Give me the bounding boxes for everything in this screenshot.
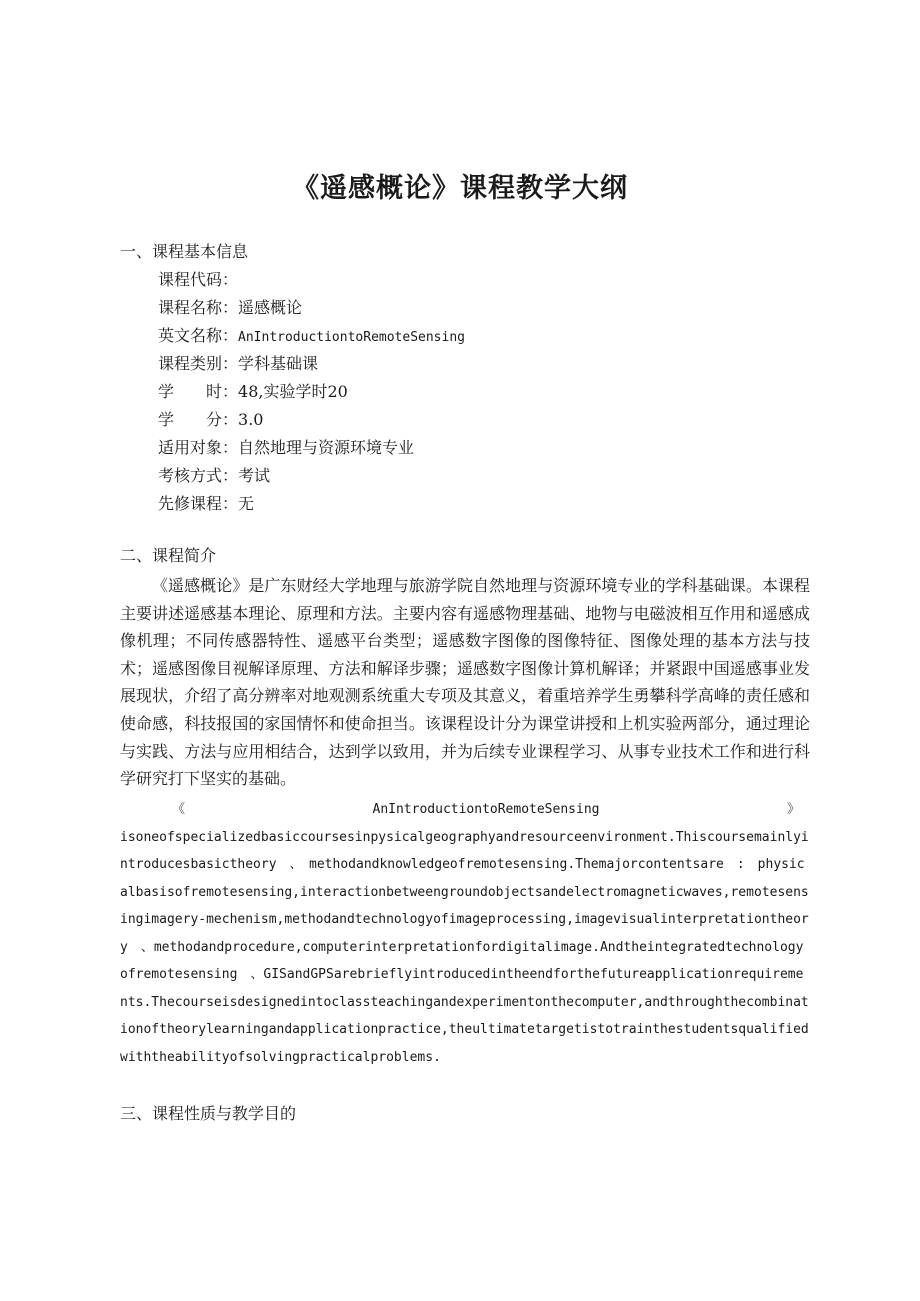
info-value: 考试 bbox=[238, 466, 271, 485]
info-row-english-name bbox=[158, 326, 465, 348]
info-row-course-code bbox=[158, 270, 238, 290]
info-row-hours bbox=[158, 382, 348, 402]
intro-paragraph-chinese: 《遥感概论》是广东财经大学地理与旅游学院自然地理与资源环境专业的学科基础课。本课程主要讲述遥感基本理论、原理和方法。主要内容有遥感物理基础、地物与电磁波相互作用和遥感成像机理；不同传感器特性、遥感平台类型；遥感数字图像的图像特征、图像处理的基本方法与技术；遥感图像目视解译原理、方法和解译步骤；遥感数字图像计算机解译；并紧跟中国遥感事业发展现状，介绍了高分辨率对地观测系统重大专项及其意义，着重培养学生勇攀科学高峰的责任感和使命感，科技报国的家国情怀和使命担当。该课程设计分为课堂讲授和上机实验两部分，通过理论与实践、方法与应用相结合，达到学以致用，并为后续专业课程学习、从事专业技术工作和进行科学研究打下坚实的基础。 bbox=[120, 576, 810, 789]
info-row-credits bbox=[158, 410, 263, 430]
info-label: 课程类别： bbox=[158, 354, 239, 373]
info-value: 48,实验学时20 bbox=[238, 382, 348, 401]
section-heading-nature: 三、课程性质与教学目的 bbox=[120, 1104, 297, 1123]
info-value: 3.0 bbox=[238, 410, 264, 429]
section-heading-basic-info: 一、课程基本信息 bbox=[120, 242, 249, 261]
document-title: 《遥感概论》课程教学大纲 bbox=[292, 173, 628, 204]
info-label: 先修课程： bbox=[158, 494, 239, 513]
info-label: 学 分： bbox=[158, 410, 239, 429]
english-course-title: AnIntroductiontoRemoteSensing bbox=[372, 802, 600, 817]
open-bracket: 《 bbox=[172, 802, 186, 817]
info-label: 课程代码： bbox=[158, 270, 239, 289]
info-row-prerequisites bbox=[158, 494, 254, 514]
info-row-assessment bbox=[158, 466, 270, 486]
info-label: 课程名称： bbox=[158, 298, 239, 317]
info-label: 适用对象： bbox=[158, 438, 239, 457]
info-value: 学科基础课 bbox=[238, 354, 319, 373]
info-value: 遥感概论 bbox=[238, 298, 303, 317]
info-value: 自然地理与资源环境专业 bbox=[238, 438, 415, 457]
english-body: isoneofspecializedbasiccoursesinpysicalgeographyandresourceenvironment.Thiscoursemainlyintroducesbasictheory 、 methodandknowledgeofremotesensing.Themajorcontentsare : physicalbasisofremotesensing,interactionbetweengroundobjectsandelectromagneticwaves,remotesensingimagery-mechenism,methodandtechnologyofimageprocessing,imagevisualinterpretationtheory 、methodandprocedure,computerinterpretationfordigitalimage.Andtheintegratedtechnologyofremotesensing 、GISandGPSarebrieflyintroducedintheendforthefutureapplicationrequirements.Thecourseisdesignedintoclassteachingandexperimentonthecomputer,andthroughthecombinationoftheorylearningandapplicationpractice,theultimatetargetistotrainthestudentsqualifiedwiththeabilityofsolvingpracticalproblems. bbox=[120, 829, 809, 1065]
info-row-target bbox=[158, 438, 414, 458]
info-row-course-name bbox=[158, 298, 302, 318]
info-value: AnIntroductiontoRemoteSensing bbox=[238, 330, 465, 345]
info-row-course-category bbox=[158, 354, 318, 374]
section-heading-intro: 二、课程简介 bbox=[120, 546, 217, 565]
info-label: 考核方式： bbox=[158, 466, 239, 485]
english-title-line bbox=[120, 796, 810, 824]
info-label: 英文名称： bbox=[158, 326, 239, 345]
close-bracket: 》 bbox=[786, 802, 800, 817]
info-value: 无 bbox=[238, 494, 255, 513]
info-label: 学 时： bbox=[158, 382, 239, 401]
intro-paragraph-english bbox=[120, 796, 810, 1071]
